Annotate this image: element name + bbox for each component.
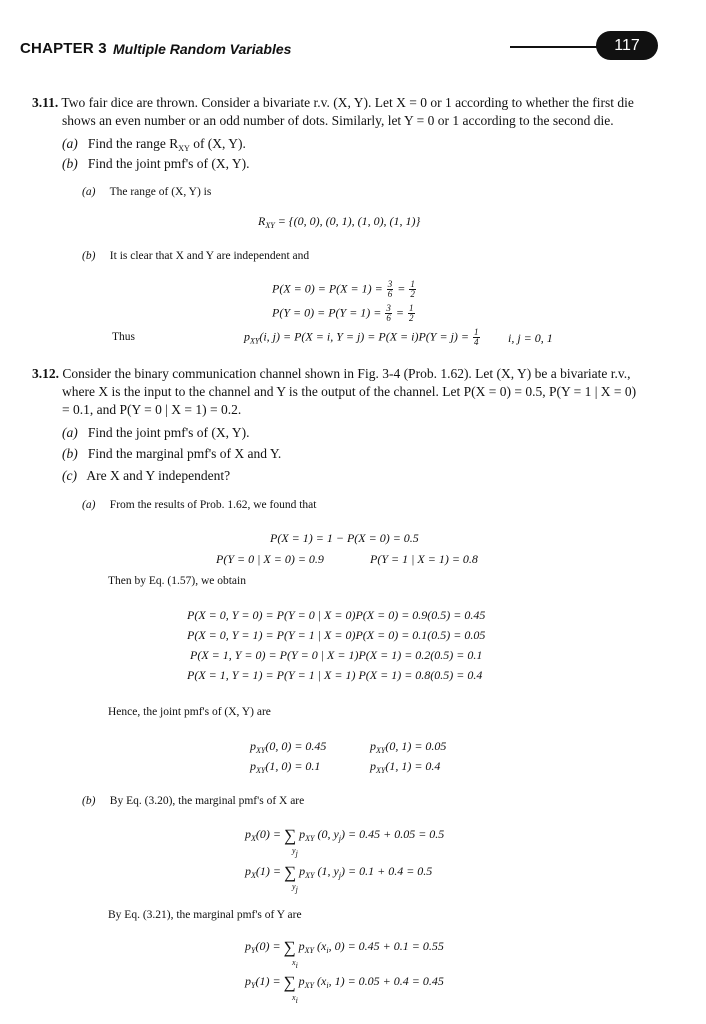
solution-text: It is clear that X and Y are independent and (109, 250, 310, 262)
numerator: 1 (474, 327, 479, 337)
eq-text: (0) = (255, 827, 281, 841)
denominator: 2 (410, 289, 415, 299)
eq-symbol: p (245, 974, 251, 988)
equals: = (395, 305, 404, 320)
fraction (387, 280, 394, 299)
marginal-py1 (245, 973, 444, 993)
equation-x0-y1: P(X = 0, Y = 1) = P(Y = 1 | X = 0)P(X = 0) = 0.1(0.5) = 0.05 (187, 628, 486, 642)
problem-3-12-part-a (62, 424, 250, 441)
problem-3-12-line2: where X is the input to the channel and Y is the output of the channel. Let P(X = 0) = 0.5, P(Y = 1 | X = 0) (62, 384, 637, 399)
py-equation (272, 304, 416, 323)
eq-symbol: p (299, 864, 306, 878)
numerator: 1 (410, 279, 415, 289)
problem-3-12-line3: = 0.1, and P(Y = 0 | X = 1) = 0.2. (62, 402, 242, 417)
subscript: XY (305, 871, 315, 880)
sum-index-yj (292, 846, 298, 858)
numerator: 3 (387, 279, 393, 289)
subscript: X (251, 871, 256, 880)
index-var: x (292, 958, 296, 967)
eq-text: (1, y (317, 864, 339, 878)
problem-3-11-line2: shows an even number or an odd number of dots. Similarly, let Y = 0 or 1 according to the second die. (62, 113, 614, 128)
solution-text: The range of (X, Y) is (109, 186, 212, 198)
eq-symbol: p (245, 827, 251, 841)
part-label: (a) (62, 425, 78, 440)
part-text-tail: of (X, Y). (193, 136, 246, 151)
eq-symbol: p (250, 759, 256, 773)
part-label: (a) (62, 136, 78, 151)
part-label: (a) (82, 186, 96, 198)
equation-x0-y0: P(X = 0, Y = 0) = P(Y = 0 | X = 0)P(X = 0) = 0.9(0.5) = 0.45 (187, 608, 486, 622)
fraction (408, 304, 415, 323)
fraction (409, 280, 416, 299)
eq-symbol: p (299, 827, 306, 841)
part-text: Find the joint pmf's of (X, Y). (87, 425, 250, 440)
eq-text: P(Y = 0) = P(Y = 1) = (272, 305, 382, 320)
marginal-px0 (245, 826, 444, 846)
eq-text: (x (317, 939, 327, 953)
eq-rhs: = {(0, 0), (0, 1), (1, 0), (1, 1)} (277, 214, 421, 228)
sum-index-yj (292, 882, 298, 894)
then-text: Then by Eq. (1.57), we obtain (108, 575, 246, 587)
fraction (385, 304, 392, 323)
eq-text: P(X = 0) = P(X = 1) = (272, 281, 383, 296)
eq-text: (1) = (255, 974, 281, 988)
problem-text: Consider the binary communication channel shown in Fig. 3-4 (Prob. 1.62). Let (X, Y) be a bivariate r.v., (62, 366, 631, 381)
equation-x1-y1: P(X = 1, Y = 1) = P(Y = 1 | X = 1) P(X = 1) = 0.8(0.5) = 0.4 (187, 668, 483, 682)
denominator: 6 (387, 289, 393, 299)
eq321-text: By Eq. (3.21), the marginal pmf's of Y are (108, 909, 302, 921)
subscript: Y (251, 981, 256, 990)
eq-symbol: p (245, 864, 251, 878)
part-label: (b) (62, 446, 78, 461)
part-label: (b) (82, 795, 96, 807)
equation-py0-x0: P(Y = 0 | X = 0) = 0.9 (216, 552, 324, 566)
subscript: XY (376, 746, 386, 755)
index-var: x (292, 993, 296, 1002)
chapter-label: CHAPTER 3 (20, 40, 107, 57)
fraction (473, 328, 480, 347)
equation-py1-x1: P(Y = 1 | X = 1) = 0.8 (370, 552, 478, 566)
eq-text: (x (317, 974, 327, 988)
header-rule (510, 46, 602, 48)
part-label: (a) (82, 499, 96, 511)
eq-text: (0) = (255, 939, 281, 953)
pmf-01 (370, 739, 446, 755)
eq-symbol: R (258, 214, 266, 228)
sum-symbol: ∑ (283, 826, 297, 845)
subscript: i (326, 946, 329, 955)
part-label: (b) (82, 250, 96, 262)
eq-text: (0, y (317, 827, 339, 841)
pmf-00 (250, 739, 326, 755)
hence-text: Hence, the joint pmf's of (X, Y) are (108, 706, 271, 718)
subscript: i (326, 981, 329, 990)
pmf-value: (1, 0) = 0.1 (265, 759, 321, 773)
solution-3-12-a (82, 499, 316, 511)
part-label: (c) (62, 468, 77, 483)
subscript: XY (178, 144, 190, 153)
subscript: XY (304, 981, 315, 990)
problem-3-11-part-a (62, 135, 246, 157)
solution-3-12-b (82, 795, 304, 807)
problem-3-12-part-b (62, 445, 281, 462)
px-equation (272, 280, 417, 299)
subscript: j (338, 871, 342, 880)
subscript: Y (251, 946, 256, 955)
pmf-11 (370, 759, 440, 775)
numerator: 3 (386, 303, 391, 313)
pmf-value: (1, 1) = 0.4 (385, 759, 441, 773)
part-label: (b) (62, 156, 78, 171)
sum-index-xi (292, 958, 298, 970)
eq-symbol: p (370, 739, 376, 753)
index-sub: j (295, 885, 298, 894)
sum-symbol: ∑ (283, 863, 297, 882)
eq-symbol: p (370, 759, 376, 773)
pmf-value: (0, 0) = 0.45 (265, 739, 327, 753)
eq-symbol: p (298, 939, 305, 953)
subscript: j (338, 834, 342, 843)
sum-symbol: ∑ (283, 938, 296, 957)
index-sub: i (295, 961, 298, 970)
eq-symbol: p (245, 939, 251, 953)
denominator: 4 (474, 337, 479, 347)
eq-symbol: p (244, 329, 250, 344)
thus-label: Thus (112, 331, 135, 343)
page-number: 117 (596, 31, 658, 60)
subscript: XY (256, 746, 266, 755)
solution-3-11-a (82, 186, 211, 198)
solution-text: By Eq. (3.20), the marginal pmf's of X are (109, 795, 305, 807)
part-text: Find the joint pmf's of (X, Y). (87, 156, 250, 171)
problem-3-11-line1 (32, 94, 634, 111)
joint-pmf-range: i, j = 0, 1 (508, 331, 553, 345)
part-text: Find the marginal pmf's of X and Y. (87, 446, 282, 461)
subscript: XY (304, 946, 315, 955)
eq-symbol: p (250, 739, 256, 753)
eq-text: (i, j) = P(X = i, Y = j) = P(X = i)P(Y = j) = (259, 329, 469, 344)
problem-text: Two fair dice are thrown. Consider a bivariate r.v. (X, Y). Let X = 0 or 1 according to whether the first die (61, 95, 634, 110)
eq-text: , 1) = 0.05 + 0.4 = 0.45 (328, 974, 444, 988)
solution-text: From the results of Prob. 1.62, we found that (109, 499, 317, 511)
subscript: XY (305, 834, 315, 843)
equation-x1-y0: P(X = 1, Y = 0) = P(Y = 0 | X = 1)P(X = 1) = 0.2(0.5) = 0.1 (190, 648, 483, 662)
problem-number: 3.11. (32, 95, 59, 110)
joint-pmf-equation (244, 328, 481, 347)
equals: = (397, 281, 406, 296)
range-equation (258, 214, 420, 230)
index-var: y (292, 846, 296, 855)
subscript: XY (256, 766, 266, 775)
equation-px1: P(X = 1) = 1 − P(X = 0) = 0.5 (270, 531, 419, 545)
marginal-py0 (245, 938, 444, 958)
eq-text: , 0) = 0.45 + 0.1 = 0.55 (328, 939, 444, 953)
denominator: 2 (409, 313, 414, 323)
index-sub: j (295, 849, 298, 858)
index-var: y (292, 882, 296, 891)
problem-3-11-part-b (62, 155, 250, 172)
part-text: Find the range R (87, 136, 179, 151)
eq-symbol: p (298, 974, 305, 988)
subscript: XY (250, 336, 260, 346)
problem-number: 3.12. (32, 366, 59, 381)
eq-text: ) = 0.1 + 0.4 = 0.5 (341, 864, 433, 878)
sum-index-xi (292, 993, 298, 1005)
denominator: 6 (386, 313, 391, 323)
eq-text: ) = 0.45 + 0.05 = 0.5 (341, 827, 445, 841)
solution-3-11-b (82, 250, 309, 262)
problem-3-12-part-c (62, 467, 230, 484)
pmf-value: (0, 1) = 0.05 (385, 739, 447, 753)
numerator: 1 (409, 303, 414, 313)
problem-3-12-line1 (32, 365, 631, 382)
subscript: XY (265, 221, 275, 230)
marginal-px1 (245, 863, 432, 883)
index-sub: i (295, 996, 298, 1005)
subscript: X (251, 834, 256, 843)
eq-text: (1) = (255, 864, 281, 878)
pmf-10 (250, 759, 320, 775)
sum-symbol: ∑ (283, 973, 296, 992)
subscript: XY (376, 766, 386, 775)
chapter-title: Multiple Random Variables (113, 41, 292, 57)
part-text: Are X and Y independent? (86, 468, 231, 483)
